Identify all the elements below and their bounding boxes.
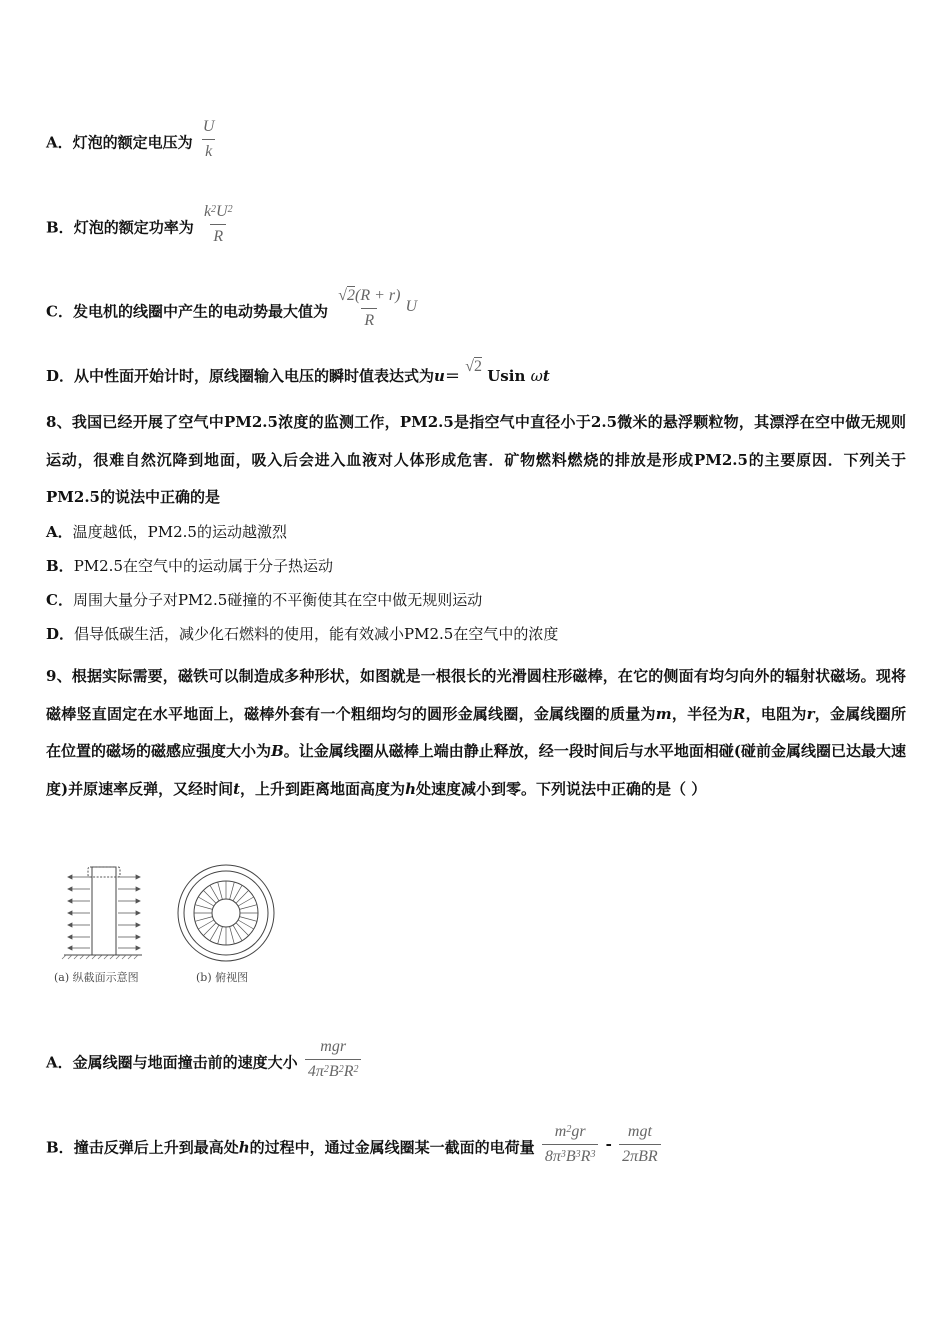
frac-u-over-k: $\frac{U}{k}$: [202, 118, 215, 160]
frac-emf-max: $\frac{√2(R + r)}{R}$: [338, 287, 401, 329]
fig-caption-a: (a) 纵截面示意图: [54, 971, 139, 984]
magnet-figure: [52, 855, 292, 990]
q8-stem: 8、我国已经开展了空气中PM2.5浓度的监测工作，PM2.5是指空气中直径小于2.5微米的悬浮颗粒物，其漂浮在空中做无规则运动，很难自然沉降到地面，吸入后会进入血液对人体形成危害．矿物燃料燃烧的排放是形成PM2.5的主要原因．下列关于PM2.5的说法中正确的是: [46, 413, 906, 506]
top-view-diagram: [178, 865, 274, 961]
fig-caption-b: (b) 俯视图: [196, 971, 249, 984]
q9-stem: 9、根据实际需要，磁铁可以制造成多种形状，如图就是一根很长的光滑圆柱形磁棒，在它的侧面有均匀向外的辐射状磁场。现将磁棒竖直固定在水平地面上，磁棒外套有一个粗细均匀的圆形金属线圈，金属线圈的质量为m，半径为R，电阻为r，金属线圈所在位置的磁场的磁感应强度大小为B。让金属线圈从磁棒上端由静止释放，经一段时间后与水平地面相碰(碰前金属线圈已达最大速度)并原速率反弹，又经时间t，上升到距离地面高度为h处速度减小到零。下列说法中正确的是（ ）: [46, 667, 906, 798]
frac-velocity: $\frac{\text{mgr}}{4\pi^2B^2R^2}$: [305, 1037, 362, 1082]
prev-option-d: D．从中性面开始计时，原线圈输入电压的瞬时值表达式为u＝ √2 Usin ωt: [46, 358, 550, 385]
prev-option-a: A．灯泡的额定电压为 $\frac{U}{k}$: [46, 121, 219, 166]
q8-option-c: C．周围大量分子对PM2.5碰撞的不平衡使其在空中做无规则运动: [46, 591, 483, 609]
frac-k2u2-over-r: $\frac{k^2U^2}{R}$: [203, 203, 233, 245]
prev-option-c: C．发电机的线圈中产生的电动势最大值为 $\frac{√2(R + r)}{R}$ U: [46, 287, 417, 329]
q9-option-a: A．金属线圈与地面撞击前的速度大小 $\frac{\text{mgr}}{4\pi^2B^2R^2}$: [46, 1041, 363, 1086]
q8-option-a: A．温度越低，PM2.5的运动越激烈: [46, 523, 287, 541]
prev-option-b: B．灯泡的额定功率为 $\frac{k^2U^2}{R}$: [46, 206, 238, 251]
frac-charge-2: $\frac{\text{mgt}}{\text{2πBR}}$: [619, 1122, 661, 1167]
longitudinal-section-diagram: [62, 867, 142, 959]
q8-option-b: B．PM2.5在空气中的运动属于分子热运动: [46, 557, 333, 575]
frac-charge-1: $\frac{m^2gr}{8\pi^3B^3R^3}$: [542, 1122, 599, 1167]
q9-option-b: B．撞击反弹后上升到最高处h的过程中，通过金属线圈某一截面的电荷量 $\frac{m^2gr}{8\pi^3B^3R^3}$ - $\frac{\text{mgt}}{\text{2πBR}}$: [46, 1126, 663, 1171]
q8-option-d: D．倡导低碳生活，减少化石燃料的使用，能有效减小PM2.5在空气中的浓度: [46, 625, 559, 643]
